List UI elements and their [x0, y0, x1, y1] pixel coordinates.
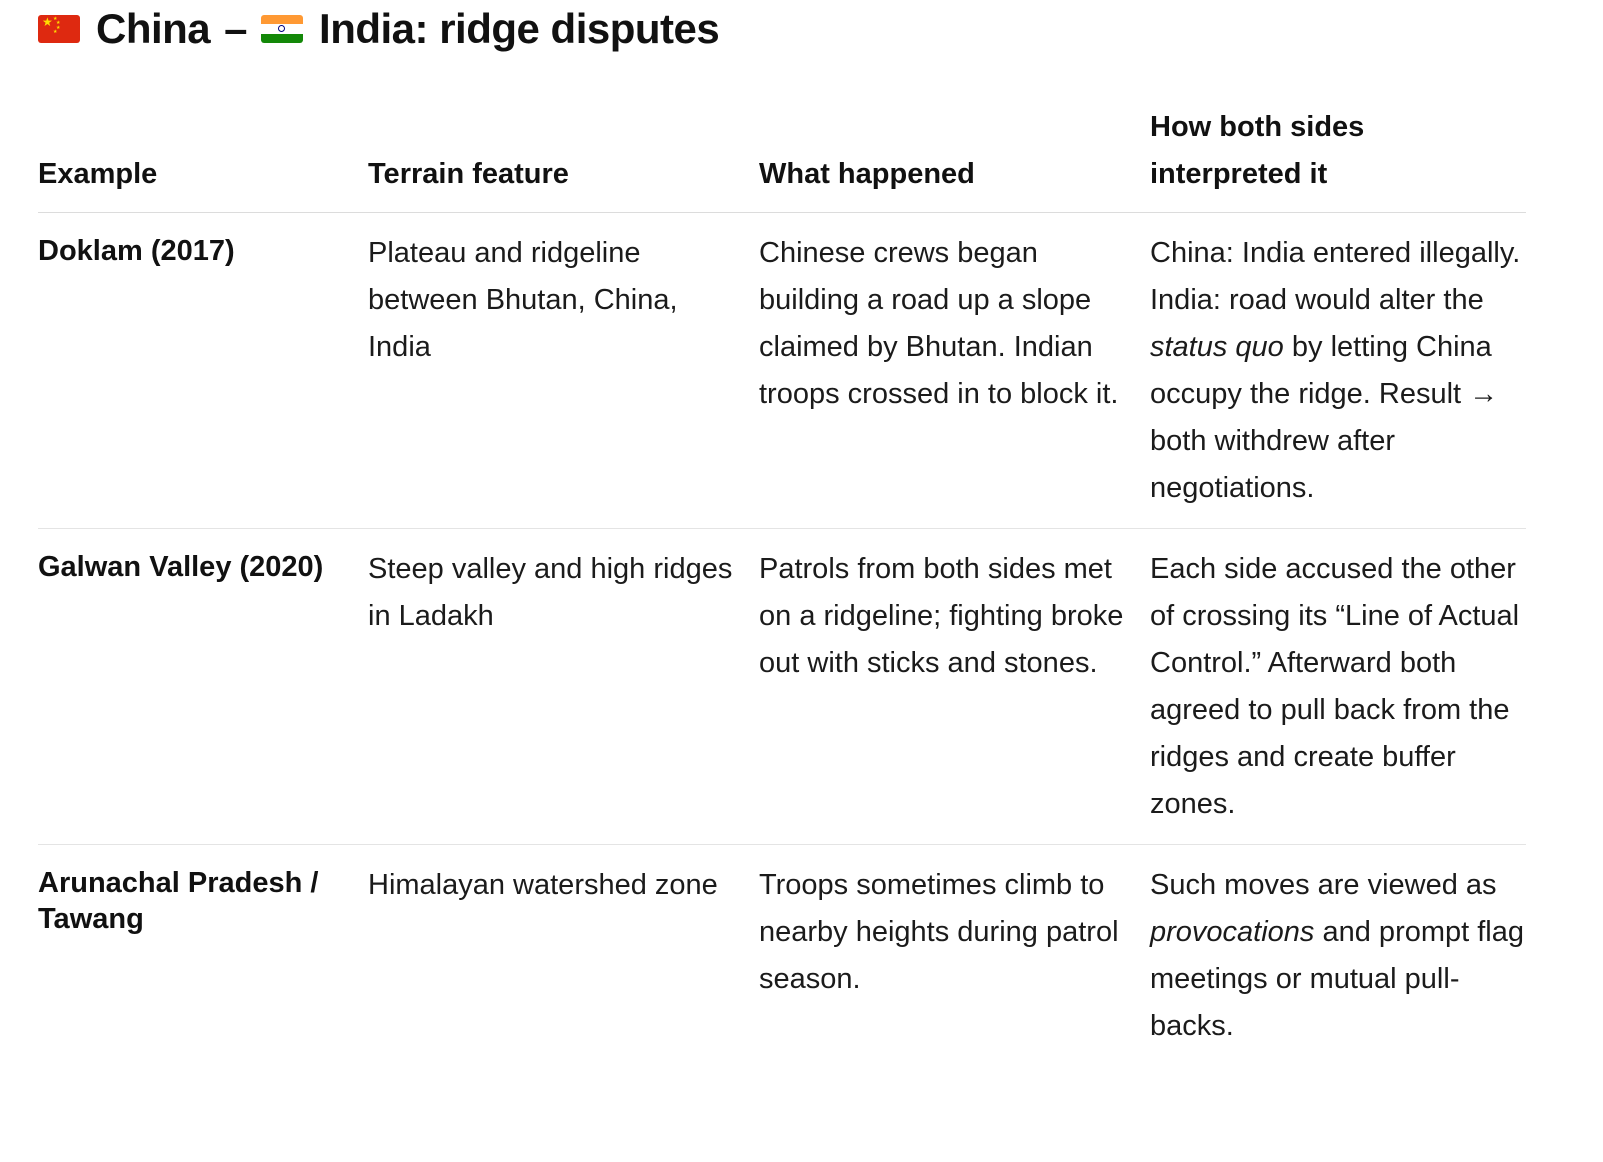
- interpretation-emphasis: provocations: [1150, 916, 1315, 948]
- cell-example: Galwan Valley (2020): [38, 529, 368, 845]
- disputes-table: [38, 104, 1526, 1066]
- cell-interpretation: [1150, 845, 1526, 1067]
- title-country-b: India: ridge disputes: [319, 5, 720, 52]
- table-row: [38, 213, 1526, 529]
- cell-interpretation: [1150, 213, 1526, 529]
- china-flag-icon: ★ ★ ★ ★ ★: [38, 15, 80, 43]
- table-row: [38, 845, 1526, 1067]
- cell-terrain: Himalayan watershed zone: [368, 869, 718, 901]
- header-what-happened: What happened: [759, 104, 1150, 213]
- title-country-a: China: [96, 5, 211, 52]
- interpretation-text: China: India entered illegally. India: road would alter the: [1150, 237, 1521, 316]
- interpretation-text: by letting China occupy the ridge. Result → both withdrew after negotiations.: [1150, 331, 1499, 504]
- interpretation-text: Each side accused the other of crossing its “Line of Actual Control.” Afterward both agreed to pull back from the ridges and create buffer zones.: [1150, 553, 1520, 820]
- cell-happened: Chinese crews began building a road up a slope claimed by Bhutan. Indian troops crossed in to block it.: [759, 213, 1150, 529]
- cell-interpretation: [1150, 529, 1526, 845]
- document-page: [38, 0, 1570, 1042]
- cell-happened: Patrols from both sides met on a ridgeline; fighting broke out with sticks and stones.: [759, 529, 1150, 845]
- india-flag-icon: [261, 15, 303, 43]
- header-interpretation: How both sides interpreted it: [1150, 104, 1526, 213]
- cell-terrain: Steep valley and high ridges in Ladakh: [368, 529, 759, 845]
- interpretation-text: and prompt flag meetings or mutual pull-backs.: [1150, 916, 1525, 1042]
- cell-terrain: Plateau and ridgeline between Bhutan, China, India: [368, 213, 759, 529]
- cell-example: Doklam (2017): [38, 213, 368, 529]
- cell-happened: Troops sometimes climb to nearby heights during patrol season.: [759, 869, 1119, 995]
- header-terrain-feature: Terrain feature: [368, 104, 759, 213]
- header-example: Example: [38, 104, 368, 213]
- table-header-row: [38, 104, 1526, 213]
- interpretation-emphasis: status quo: [1150, 331, 1284, 363]
- table-row: [38, 529, 1526, 845]
- cell-example: Arunachal Pradesh / Tawang: [38, 867, 319, 935]
- title-separator: –: [224, 5, 248, 52]
- page-title: [38, 0, 1570, 58]
- interpretation-text: Such moves are viewed as: [1150, 869, 1497, 901]
